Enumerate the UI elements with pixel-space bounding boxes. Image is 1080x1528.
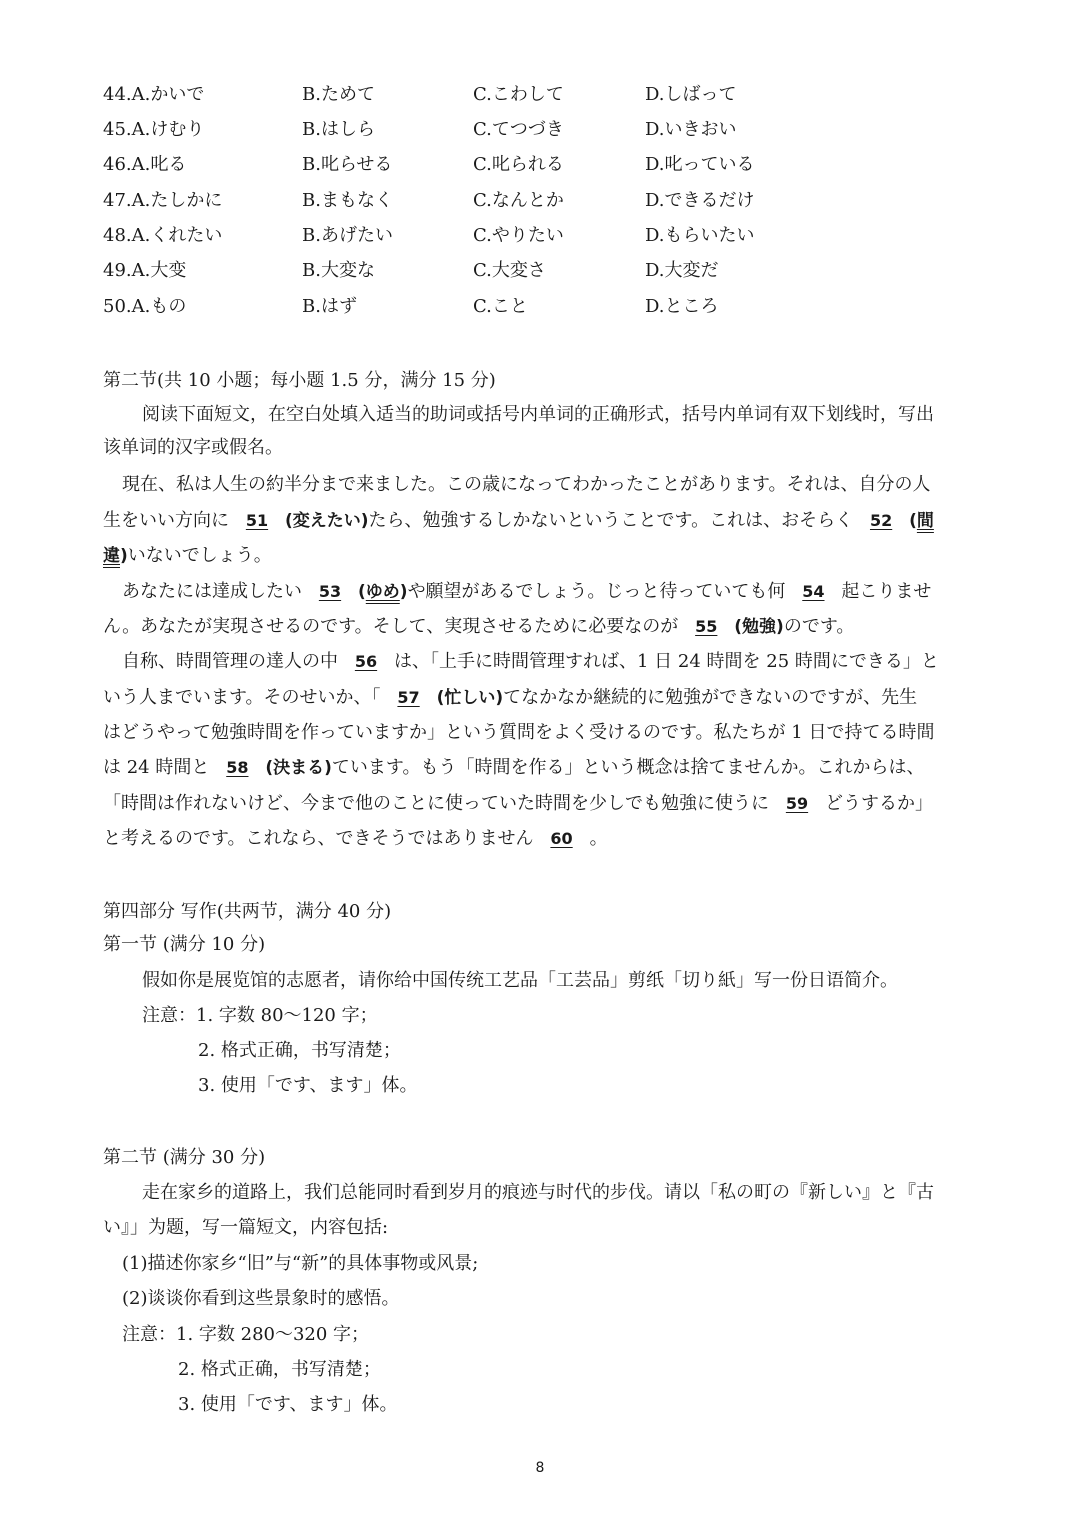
passage-text: と考えるのです。これなら、できそうではありません: [103, 828, 534, 849]
hint-close: ): [399, 582, 408, 602]
blank-54: 54: [802, 582, 825, 601]
blank-57: 57: [397, 688, 420, 707]
option-a: 50.A.もの: [103, 296, 187, 317]
page-number: 8: [535, 1460, 545, 1476]
hint-word-double-underline: 違: [103, 546, 120, 566]
section-heading: 第四部分 写作(共两节，满分 40 分): [103, 901, 392, 922]
hint-word: (決まる): [265, 758, 332, 778]
blank-55: 55: [695, 617, 718, 636]
blank-60: 60: [550, 829, 573, 848]
option-b: B.まもなく: [302, 190, 393, 211]
section-heading: 第二节(共 10 小题；每小题 1.5 分，满分 15 分): [103, 370, 496, 391]
hint-word: (変えたい): [285, 511, 369, 531]
option-c: C.やりたい: [473, 225, 564, 246]
instruction-line: 该单词的汉字或假名。: [103, 437, 283, 458]
option-c: C.こわして: [473, 84, 564, 105]
option-b: B.大変な: [302, 260, 375, 281]
hint-close: ): [120, 546, 128, 566]
blank-56: 56: [354, 652, 378, 671]
passage-line: [122, 577, 931, 607]
option-d: D.いきおい: [645, 119, 737, 140]
passage-line: [103, 506, 934, 536]
requirement-item: (1)描述你家乡“旧”与“新”的具体事物或风景;: [122, 1253, 479, 1274]
option-a: 47.A.たしかに: [103, 190, 223, 211]
passage-text: や願望があるでしょう。じっと待っていても何: [407, 581, 786, 602]
passage-line: [103, 683, 917, 713]
passage-text: ん。あなたが実現させるのです。そして、実現させるために必要なのが: [103, 616, 679, 637]
blank-53: 53: [318, 582, 342, 601]
passage-line: [103, 541, 272, 571]
passage-text: てなかなか継続的に勉強ができないのですが、先生: [503, 687, 918, 708]
blank-51: 51: [245, 511, 269, 530]
passage-line: はどうやって勉強時間を作っていますか」という質問をよく受けるのです。私たちが 1 日で持てる時間: [103, 722, 935, 743]
passage-line: [122, 647, 939, 677]
note-line: 3. 使用「です、ます」体。: [178, 1394, 398, 1415]
writing-prompt: 走在家乡的道路上，我们总能同时看到岁月的痕迹与时代的步伐。请以「私の町の『新しい』と『古: [142, 1182, 934, 1203]
note-line: 2. 格式正确，书写清楚；: [198, 1040, 401, 1061]
hint-word: (勉強): [734, 617, 784, 637]
option-d: D.ところ: [645, 296, 719, 317]
passage-text: いう人までいます。そのせいか、「: [103, 687, 381, 708]
option-b: B.はず: [302, 296, 357, 317]
passage-text: 生をいい方向に: [103, 510, 229, 531]
passage-text: は 24 時間と: [103, 757, 210, 778]
hint-word: (忙しい): [436, 688, 504, 708]
option-b: B.はしら: [302, 119, 375, 140]
option-a: 48.A.くれたい: [103, 225, 223, 246]
passage-text: あなたには達成したい: [122, 581, 302, 602]
option-a: 45.A.けむり: [103, 119, 205, 140]
hint-open: (: [909, 511, 917, 531]
option-b: B.叱らせる: [302, 154, 393, 175]
option-d: D.できるだけ: [645, 190, 755, 211]
option-d: D.しばって: [645, 84, 737, 105]
note-line: 注意：1. 字数 80～120 字；: [142, 1005, 378, 1026]
option-a: 46.A.叱る: [103, 154, 187, 175]
writing-prompt: 假如你是展览馆的志愿者，请你给中国传统工艺品「工芸品」剪纸「切り紙」写一份日语简介。: [142, 970, 898, 991]
passage-line: [103, 753, 924, 783]
note-line: 注意：1. 字数 280～320 字；: [122, 1324, 370, 1345]
passage-line: 現在、私は人生の約半分まで来ました。この歳になってわかったことがあります。それは、自分の人: [122, 474, 931, 495]
hint-word-double-underline: 間: [916, 511, 934, 531]
passage-line: [103, 824, 608, 854]
passage-text: 起こりませ: [841, 581, 932, 602]
note-line: 2. 格式正确，书写清楚；: [178, 1359, 381, 1380]
option-d: D.もらいたい: [645, 225, 755, 246]
blank-52: 52: [869, 511, 893, 530]
option-b: B.あげたい: [302, 225, 393, 246]
passage-text: 自称、時間管理の達人の中: [122, 651, 338, 672]
passage-text: ています。もう「時間を作る」という概念は捨てませんか。これからは、: [331, 757, 925, 778]
option-c: C.なんとか: [473, 190, 564, 211]
passage-text: どうするか」: [825, 793, 933, 814]
option-a: 44.A.かいで: [103, 84, 205, 105]
note-line: 3. 使用「です、ます」体。: [198, 1075, 418, 1096]
hint-open: (: [358, 582, 366, 602]
passage-text: 「時間は作れないけど、今まで他のことに使っていた時間を少しでも勉強に使うに: [103, 793, 769, 814]
passage-line: [103, 612, 854, 642]
passage-text: は、「上手に時間管理すれば、1 日 24 時間を 25 時間にできる」と: [394, 651, 939, 672]
blank-58: 58: [226, 758, 249, 777]
writing-prompt: い』」为题，写一篇短文，内容包括:: [103, 1217, 389, 1238]
instruction-line: 阅读下面短文，在空白处填入适当的助词或括号内单词的正确形式，括号内单词有双下划线时，写出: [142, 404, 934, 425]
passage-text: 。: [589, 828, 608, 849]
hint-word-double-underline: ゆめ: [365, 582, 400, 602]
subsection-heading: 第二节 (满分 30 分): [103, 1147, 266, 1168]
option-c: C.叱られる: [473, 154, 564, 175]
option-d: D.大変だ: [645, 260, 719, 281]
option-a: 49.A.大变: [103, 260, 187, 281]
subsection-heading: 第一节 (满分 10 分): [103, 934, 266, 955]
option-c: C.大変さ: [473, 260, 546, 281]
blank-59: 59: [785, 794, 809, 813]
passage-text: たら、勉強するしかないということです。これは、おそらく: [368, 510, 854, 531]
passage-text: いないでしょう。: [127, 545, 272, 566]
option-c: C.てつづき: [473, 119, 564, 140]
passage-line: [103, 789, 933, 819]
option-d: D.叱っている: [645, 154, 755, 175]
option-c: C.こと: [473, 296, 528, 317]
passage-text: のです。: [783, 616, 855, 637]
requirement-item: (2)谈谈你看到这些景象时的感悟。: [122, 1288, 400, 1309]
option-b: B.ためて: [302, 84, 375, 105]
